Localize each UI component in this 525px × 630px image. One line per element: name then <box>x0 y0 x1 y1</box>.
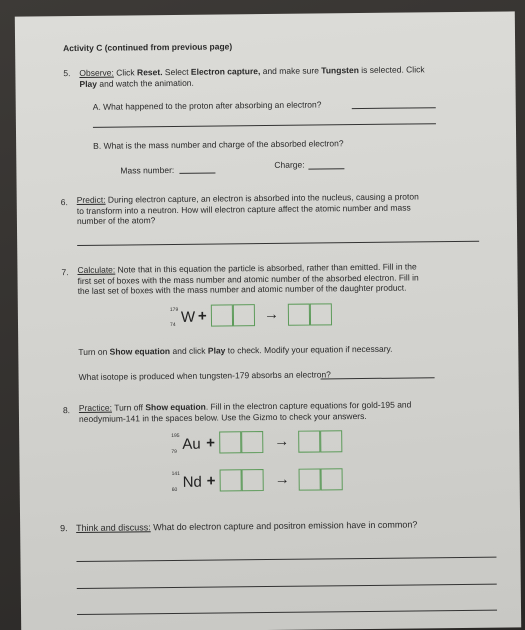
plus-sign: + <box>206 472 216 490</box>
au-mass-number: 195 <box>171 432 180 440</box>
mass-number-label: Mass number: <box>120 164 175 176</box>
plus-sign: + <box>197 307 207 325</box>
q8-text: Practice: Turn off Show equation. Fill in the electron capture equations for gold-195 and neodymium-141 in the spaces below. Use the Gizmo to check your answers. <box>78 399 412 424</box>
electron-atomic-box[interactable] <box>233 304 255 326</box>
mass-number-answer-line[interactable] <box>179 173 215 174</box>
q6-answer-line[interactable] <box>77 241 479 246</box>
isotope-question: What isotope is produced when tungsten-179 absorbs an electron? <box>78 369 331 382</box>
q7-instruction: Turn on Show equation and click Play to check. Modify your equation if necessary. <box>78 343 393 357</box>
q5a-answer-line[interactable] <box>352 107 436 109</box>
q9-answer-line-2[interactable] <box>77 584 497 589</box>
nd-mass-number: 141 <box>171 470 180 478</box>
q5-number: 5. <box>63 68 71 79</box>
daughter-atomic-box[interactable] <box>310 303 332 325</box>
q7-text: Calculate: Note that in this equation the particle is absorbed, rather than emitted. Fill in the first set of boxes with the mass number and atomic number of the absorbed electron. Fill in the last set of boxes with the mass number and atomic number of the daughter product. <box>77 261 419 297</box>
w-symbol: W <box>180 308 196 326</box>
q9-answer-line-1[interactable] <box>76 557 496 562</box>
au-symbol: Au <box>182 435 201 453</box>
nd-symbol: Nd <box>182 473 202 491</box>
au-electron-atomic-box[interactable] <box>241 431 263 453</box>
nd-electron-atomic-box[interactable] <box>242 469 264 491</box>
q9-answer-line-3[interactable] <box>77 610 497 615</box>
q5a-answer-line-2[interactable] <box>93 123 436 128</box>
w-mass-number: 179 <box>169 306 179 314</box>
q9-number: 9. <box>60 523 68 534</box>
isotope-answer-line[interactable] <box>321 377 435 379</box>
q5b-question: B. What is the mass number and charge of the absorbed electron? <box>93 138 344 151</box>
charge-label: Charge: <box>274 159 305 170</box>
au-atomic-number: 79 <box>171 448 177 456</box>
nd-atomic-number: 60 <box>171 486 178 494</box>
daughter-mass-box[interactable] <box>288 304 310 326</box>
q5a-question: A. What happened to the proton after absorbing an electron? <box>92 99 322 112</box>
charge-answer-line[interactable] <box>308 168 344 169</box>
worksheet-page <box>15 11 521 630</box>
nd-daughter-mass-box[interactable] <box>299 468 321 490</box>
q5-text: Observe: Click Reset. Select Electron capture, and make sure Tungsten is selected. Click Play and watch the animation. <box>79 64 425 89</box>
activity-header: Activity C (continued from previous page) <box>63 41 233 54</box>
w-atomic-number: 74 <box>169 321 176 329</box>
plus-sign: + <box>206 434 216 452</box>
q6-number: 6. <box>60 197 68 208</box>
arrow: → <box>274 432 290 450</box>
nd-daughter-atomic-box[interactable] <box>321 468 343 490</box>
arrow: → <box>263 305 280 324</box>
nd-electron-mass-box[interactable] <box>220 469 242 491</box>
au-daughter-atomic-box[interactable] <box>320 430 342 452</box>
q8-number: 8. <box>62 405 71 416</box>
q6-text: Predict: During electron capture, an electron is absorbed into the nucleus, causing a proton to transform into a neutron. How will electron capture affect the atomic number and mass number of the atom? <box>76 191 419 227</box>
arrow: → <box>274 470 290 488</box>
q9-text: Think and discuss: What do electron capture and positron emission have in common? <box>76 519 418 534</box>
au-electron-mass-box[interactable] <box>219 431 241 453</box>
au-daughter-mass-box[interactable] <box>298 430 320 452</box>
q7-number: 7. <box>61 267 69 278</box>
electron-mass-box[interactable] <box>211 304 233 326</box>
